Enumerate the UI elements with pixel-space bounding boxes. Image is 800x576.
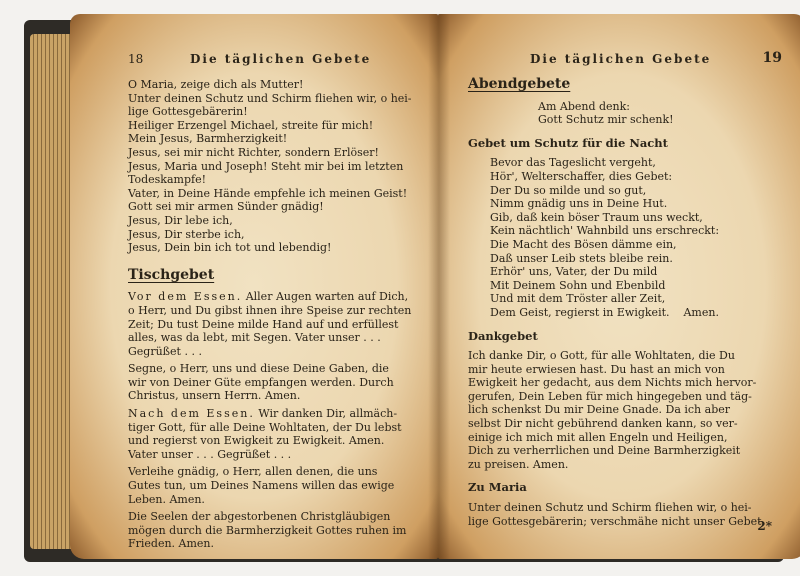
- prayer-line: Ich danke Dir, o Gott, für alle Wohltaten, die Du: [468, 349, 735, 363]
- prayer-line: zu preisen. Amen.: [468, 457, 569, 471]
- prayer-line: Jesus, sei mir nicht Richter, sondern Erlöser!: [128, 145, 379, 159]
- souls-prayer: [128, 510, 420, 551]
- running-head: Die täglichen Gebete: [530, 52, 712, 66]
- right-page-body: [468, 78, 782, 528]
- section-title: Tischgebet: [128, 266, 215, 283]
- poem-line: Und mit dem Tröster aller Zeit,: [490, 292, 666, 306]
- verse-line: Gott Schutz mir schenk!: [538, 113, 674, 127]
- prayer-line: lich schenkst Du mir Deine Gnade. Da ich aber: [468, 403, 731, 417]
- prayer-line: mögen durch die Barmherzigkeit Gottes ruhen im: [128, 523, 407, 537]
- poem-line: Hör', Welterschaffer, dies Gebet:: [490, 169, 673, 183]
- poem-line: Die Macht des Bösen dämme ein,: [490, 237, 677, 251]
- prayer-line: Leben. Amen.: [128, 492, 205, 506]
- left-page: [70, 14, 438, 559]
- maria-title: Zu Maria: [468, 480, 527, 495]
- prayer-line: lige Gottesgebärerin!: [128, 105, 248, 119]
- signature-mark: 2*: [757, 519, 772, 533]
- prayer-line: Gutes tun, um Deines Namens willen das ewige: [128, 479, 395, 493]
- after-meal-label: Nach dem Essen.: [128, 407, 255, 421]
- running-head: Die täglichen Gebete: [190, 52, 372, 66]
- prayer-line: O Maria, zeige dich als Mutter!: [128, 78, 304, 91]
- prayer-line: Segne, o Herr, uns und diese Deine Gaben, die: [128, 362, 389, 376]
- left-page-body: [128, 78, 420, 551]
- prayer-line: gerufen, Dein Leben für mich hingegeben und täg-: [468, 389, 752, 403]
- prayer-line: selbst Dir nicht gebührend danken kann, so ver-: [468, 417, 738, 431]
- prayer-line: Vater, in Deine Hände empfehle ich meinen Geist!: [128, 186, 408, 200]
- prayer-line: Die Seelen der abgestorbenen Christgläubigen: [128, 510, 391, 524]
- prayer-line: Christus, unsern Herrn. Amen.: [128, 389, 301, 403]
- prayer-line: Heiliger Erzengel Michael, streite für mich!: [128, 118, 374, 132]
- poem-line: Der Du so milde und so gut,: [490, 183, 647, 197]
- short-prayers: [128, 78, 420, 255]
- poem-line: Erhör' uns, Vater, der Du mild: [490, 265, 658, 279]
- prayer-line: Aller Augen warten auf Dich,: [245, 290, 409, 304]
- prayer-line: und regierst von Ewigkeit zu Ewigkeit. Amen.: [128, 434, 385, 448]
- night-prayer-title: Gebet um Schutz für die Nacht: [468, 135, 668, 150]
- poem-line: Bevor das Tageslicht vergeht,: [490, 156, 656, 170]
- prayer-line: Todeskampfe!: [128, 173, 206, 187]
- before-meal-prayer: [128, 290, 420, 358]
- poem-line: Mit Deinem Sohn und Ebenbild: [490, 278, 666, 292]
- prayer-line: Jesus, Dir lebe ich,: [128, 213, 233, 227]
- prayer-line: alles, was da lebt, mit Segen. Vater unser . . .: [128, 331, 381, 345]
- prayer-line: Zeit; Du tust Deine milde Hand auf und erfüllest: [128, 317, 399, 331]
- prayer-line: einige ich mich mit allen Engeln und Heiligen,: [468, 430, 728, 444]
- thanks-prayer: [468, 349, 782, 471]
- prayer-line: tiger Gott, für alle Deine Wohltaten, der Du lebst: [128, 420, 402, 434]
- prayer-line: Unter deinen Schutz und Schirm fliehen wir, o hei-: [128, 91, 412, 105]
- evening-verse: [538, 100, 782, 127]
- prayer-line: Gott sei mir armen Sünder gnädig!: [128, 200, 324, 214]
- evening-title: Abendgebete: [468, 76, 571, 92]
- page-number: 19: [762, 50, 782, 66]
- open-book: [28, 14, 784, 559]
- prayer-line: Jesus, Dir sterbe ich,: [128, 227, 245, 241]
- prayer-line: Mein Jesus, Barmherzigkeit!: [128, 132, 288, 146]
- poem-line: Dem Geist, regierst in Ewigkeit. Amen.: [490, 305, 719, 319]
- prayer-line: Verleihe gnädig, o Herr, allen denen, die uns: [128, 465, 378, 479]
- poem-line: Gib, daß kein böser Traum uns weckt,: [490, 210, 703, 224]
- prayer-line: wir von Deiner Güte empfangen werden. Durch: [128, 375, 394, 389]
- prayer-line: Jesus, Dein bin ich tot und lebendig!: [128, 241, 332, 255]
- prayer-line: Jesus, Maria und Joseph! Steht mir bei im letzten: [128, 159, 404, 173]
- prayer-line: Wir danken Dir, allmäch-: [258, 407, 398, 421]
- right-page: [438, 14, 800, 559]
- grant-prayer: [128, 465, 420, 506]
- prayer-line: mir heute erwiesen hast. Du hast an mich von: [468, 362, 725, 376]
- poem-line: Daß unser Leib stets bleibe rein.: [490, 251, 673, 265]
- blessing-prayer: [128, 362, 420, 403]
- prayer-line: Frieden. Amen.: [128, 537, 215, 551]
- prayer-line: lige Gottesgebärerin; verschmähe nicht unser Gebet: [468, 514, 762, 528]
- prayer-line: Vater unser . . . Gegrüßet . . .: [128, 447, 292, 461]
- night-prayer-poem: [490, 156, 782, 319]
- after-meal-prayer: [128, 407, 420, 461]
- prayer-line: Ewigkeit her gedacht, aus dem Nichts mich hervor-: [468, 376, 757, 390]
- poem-line: Nimm gnädig uns in Deine Hut.: [490, 197, 668, 211]
- page-number: 18: [128, 52, 144, 66]
- poem-line: Kein nächtlich' Wahnbild uns erschreckt:: [490, 224, 720, 238]
- prayer-line: Unter deinen Schutz und Schirm fliehen wir, o hei-: [468, 501, 752, 515]
- prayer-line: o Herr, und Du gibst ihnen ihre Speise zur rechten: [128, 303, 412, 317]
- prayer-line: Gegrüßet . . .: [128, 344, 202, 358]
- verse-line: Am Abend denk:: [538, 99, 630, 113]
- prayer-line: Dich zu verherrlichen und Deine Barmherzigkeit: [468, 444, 741, 458]
- thanks-title: Dankgebet: [468, 328, 538, 343]
- maria-prayer: [468, 501, 782, 528]
- before-meal-label: Vor dem Essen.: [128, 290, 243, 304]
